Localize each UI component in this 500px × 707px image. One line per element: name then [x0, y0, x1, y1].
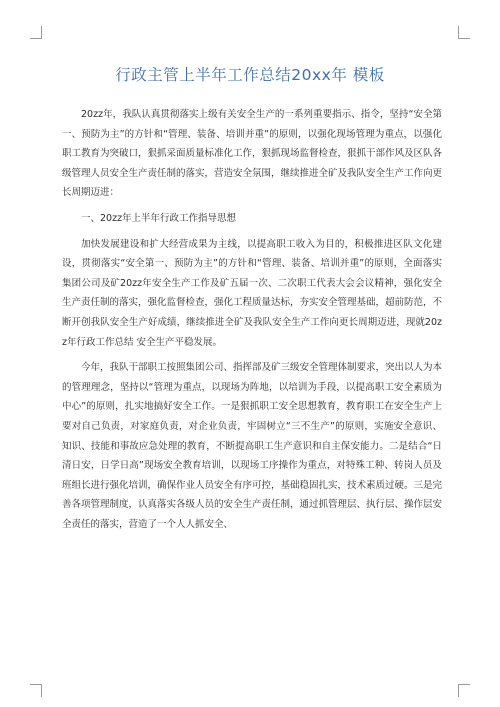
crop-mark-top-right [458, 38, 470, 39]
document-body [62, 105, 442, 540]
paragraph-intro: 20zz年，我队认真贯彻落实上级有关安全生产的一系列重要指示、指令，坚持“安全第一、预防为主”的方针和“管理、装备、培训并重”的原则，以强化现场管理为重点，以强化职工教育为突破口，狠抓采面质量标准化工作，狠抓现场监督检查，狠抓干部作风及区队各级管理人员安全生产责任制的落实，营造安全氛围，继续推进全矿及我队安全生产工作向更长周期迈进： [62, 109, 443, 199]
crop-mark-bottom-left [41, 684, 42, 697]
document-title: 行政主管上半年工作总结20xx年 模板 [115, 66, 385, 84]
crop-mark-top-right [458, 26, 459, 39]
section-heading: 一、20zz年上半年行政工作指导思想 [81, 212, 237, 224]
crop-mark-bottom-right [458, 684, 459, 697]
crop-mark-bottom-right [458, 684, 470, 685]
paragraph-work-summary: 今年，我队干部职工按照集团公司、指挥部及矿三级安全管理体制要求，突出以人为本的管理理念，坚持以“管理为重点，以现场为阵地，以培训为手段，以提高职工安全素质为中心”的原则，扎实地搞好安全工作。一是狠抓职工安全思想教育，教育职工在安全生产上要对自己负责，对家庭负责，对企业负责，牢固树立“三不生产”的原则，实施安全意识、知识、技能和事故应急处理的教育，不断提高职工生产意识和自主保安能力。二是结合“日清日安，日学日高”现场安全教育培训，以现场工序操作为重点，对特殊工种、转岗人员及班组长进行强化培训，确保作业人员安全有序可控，基础稳固扎实，技术素质过硬。三是完善各项管理制度，认真落实各级人员的安全生产责任制，通过抓管理层、执行层、操作层安全责任的落实，营造了一个人人抓安全、 [62, 362, 443, 530]
paragraph-guiding-thought: 加快发展建设和扩大经营成果为主线，以提高职工收入为目的，积极推进区队文化建设，贯彻落实“安全第一、预防为主”的方针和“管理、装备、培训并重”的原则，全面落实集团公司及矿20zz年安全生产工作及矿五届一次、二次职工代表大会会议精神，强化安全生产责任制的落实，强化监督检查，强化工程质量达标，夯实安全管理基础，超前防范，不断开创我队安全生产好成绩，继续推进全矿及我队安全生产工作向更长周期迈进，现就20zz年行政工作总结 安全生产平稳发展。 [62, 238, 443, 348]
crop-mark-top-left [41, 26, 42, 39]
